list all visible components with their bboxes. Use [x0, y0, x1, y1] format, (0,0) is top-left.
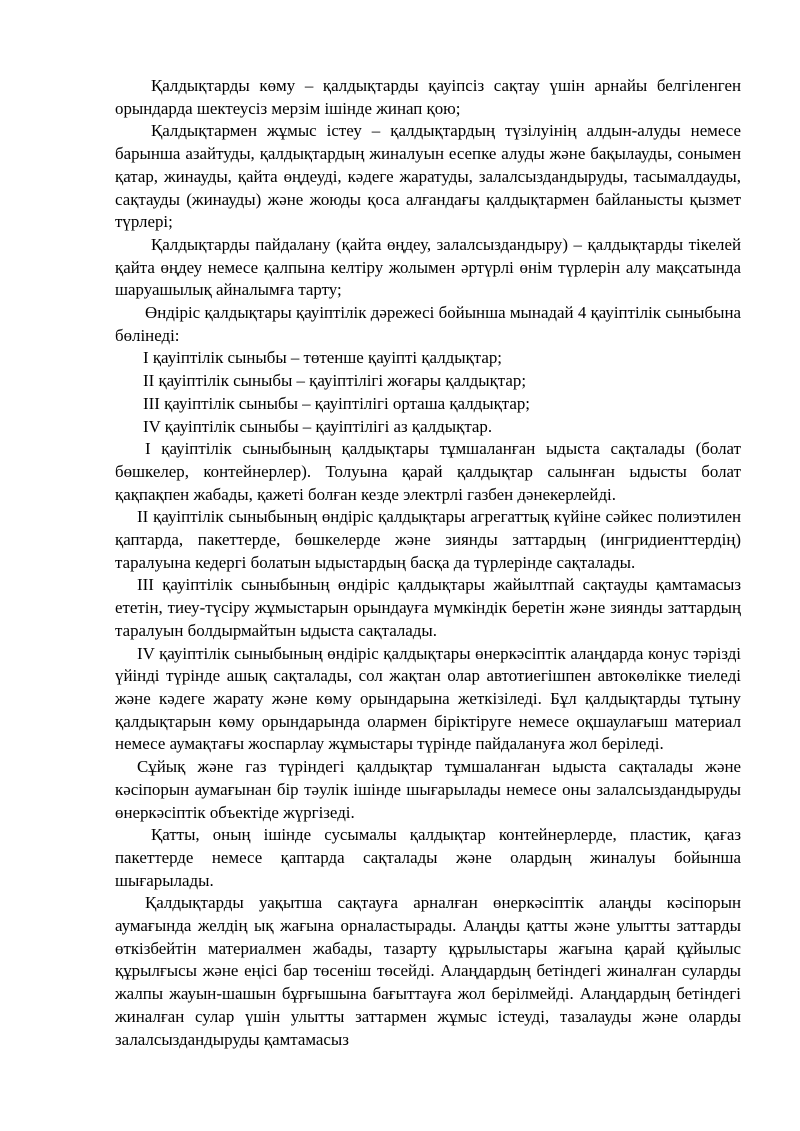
paragraph-temporary-storage-site: Қалдықтарды уақытша сақтауға арналған өнеркәсіптік алаңды кәсіпорын аумағында желдің ық жағына орналастырады. Алаңды қатты және улытты заттарды өткізбейтін материалмен жабады, тазарту құрылыстары жағына қарай құйылыс құрылғысы және еңісі бар төсеніш төсейді. Алаңдардың бетіндегі жиналған суларды жалпы жауын-шашын бұрғышына бағыттауға жол берілмейді. Алаңдардың бетіндегі жиналған сулар үшін улытты заттармен жұмыс істеуді, тазалауды және оларды залалсыздандыруды қамтамасыз: [115, 893, 741, 1049]
paragraph-liquid-gas-waste: Сұйық және газ түріндегі қалдықтар тұмшаланған ыдыста сақталады және кәсіпорын аумағынан бір тәулік ішінде шығарылады немесе оны залалсыздандыруды өнеркәсіптік объектіде жүргізеді.: [115, 757, 741, 822]
paragraph-waste-use-definition: Қалдықтарды пайдалану (қайта өңдеу, залалсыздандыру) – қалдықтарды тікелей қайта өңдеу немесе қалпына келтіру жолымен әртүрлі өнім түрлерін алу мақсатында шаруашылық айналымға тарту;: [115, 234, 741, 300]
paragraph-class-3-storage: III қауіптілік сыныбының өндіріс қалдықтары жайылтпай сақтауды қамтамасыз ететін, тиеу-түсіру жұмыстарын орындауға мүмкіндік беретін және зиянды заттардың таралуын болдырмайтын ыдыста сақталады.: [115, 575, 741, 640]
paragraph-class-2-storage: II қауіптілік сыныбының өндіріс қалдықтары агрегаттық күйіне сәйкес полиэтилен қаптарда, пакеттерде, бөшкелерде және зиянды заттардың (ингридиенттердің) таралуына кедергі болатын ыдыстардың басқа да түрлерінде сақталады.: [115, 507, 741, 572]
hazard-class-item: III қауіптілік сыныбы – қауіптілігі орташа қалдықтар;: [143, 393, 530, 413]
paragraph-hazard-classes-intro: Өндіріс қалдықтары қауіптілік дәрежесі бойынша мынадай 4 қауіптілік сыныбына бөлінеді:: [115, 303, 741, 345]
paragraph-solid-waste: Қатты, оның ішінде сусымалы қалдықтар контейнерлерде, пластик, қағаз пакеттерде немесе қаптарда сақталады және олардың жиналуы бойынша шығарылады.: [115, 825, 741, 890]
paragraph-class-1-storage: I қауіптілік сыныбының қалдықтары тұмшаланған ыдыста сақталады (болат бөшкелер, контейнерлер). Толуына қарай қалдықтар салынған ыдысты болат қақпақпен жабады, қажеті болған кезде электрлі газбен дәнекерлейді.: [115, 439, 741, 504]
paragraph-waste-handling-definition: Қалдықтармен жұмыс істеу – қалдықтардың түзілуінің алдын-алуды немесе барынша азайтуды, қалдықтардың жиналуын есепке алуды және бақылауды, сонымен қатар, жинауды, қайта өңдеуді, кәдеге жаратуды, залалсыздандыруды, тасымалдауды, сақтауды (жинауды) және жоюды қоса алғандағы қалдықтармен байланысты қызмет түрлері;: [115, 121, 741, 232]
hazard-class-item: IV қауіптілік сыныбы – қауіптілігі аз қалдықтар.: [143, 416, 493, 436]
document-page: [115, 75, 741, 1051]
hazard-class-item: II қауіптілік сыныбы – қауіптілігі жоғары қалдықтар;: [143, 371, 527, 391]
hazard-class-item: I қауіптілік сыныбы – төтенше қауіпті қалдықтар;: [143, 348, 502, 368]
paragraph-class-4-storage: IV қауіптілік сыныбының өндіріс қалдықтары өнеркәсіптік алаңдарда конус тәрізді үйінді түрінде ашық сақталады, сол жақтан олар автотиегішпен автокөлікке тиеледі және кәдеге жарату және көму орындарына жеткізіледі. Бұл қалдықтарды тұтыну қалдықтарын көму орындарында олармен біріктіруге немесе оқшаулағыш материал немесе аумақтағы жоспарлау жұмыстары түрінде пайдалануға жол беріледі.: [115, 643, 741, 754]
paragraph-burial-definition: Қалдықтарды көму – қалдықтарды қауіпсіз сақтау үшін арнайы белгіленген орындарда шектеусіз мерзім ішінде жинап қою;: [115, 76, 741, 118]
